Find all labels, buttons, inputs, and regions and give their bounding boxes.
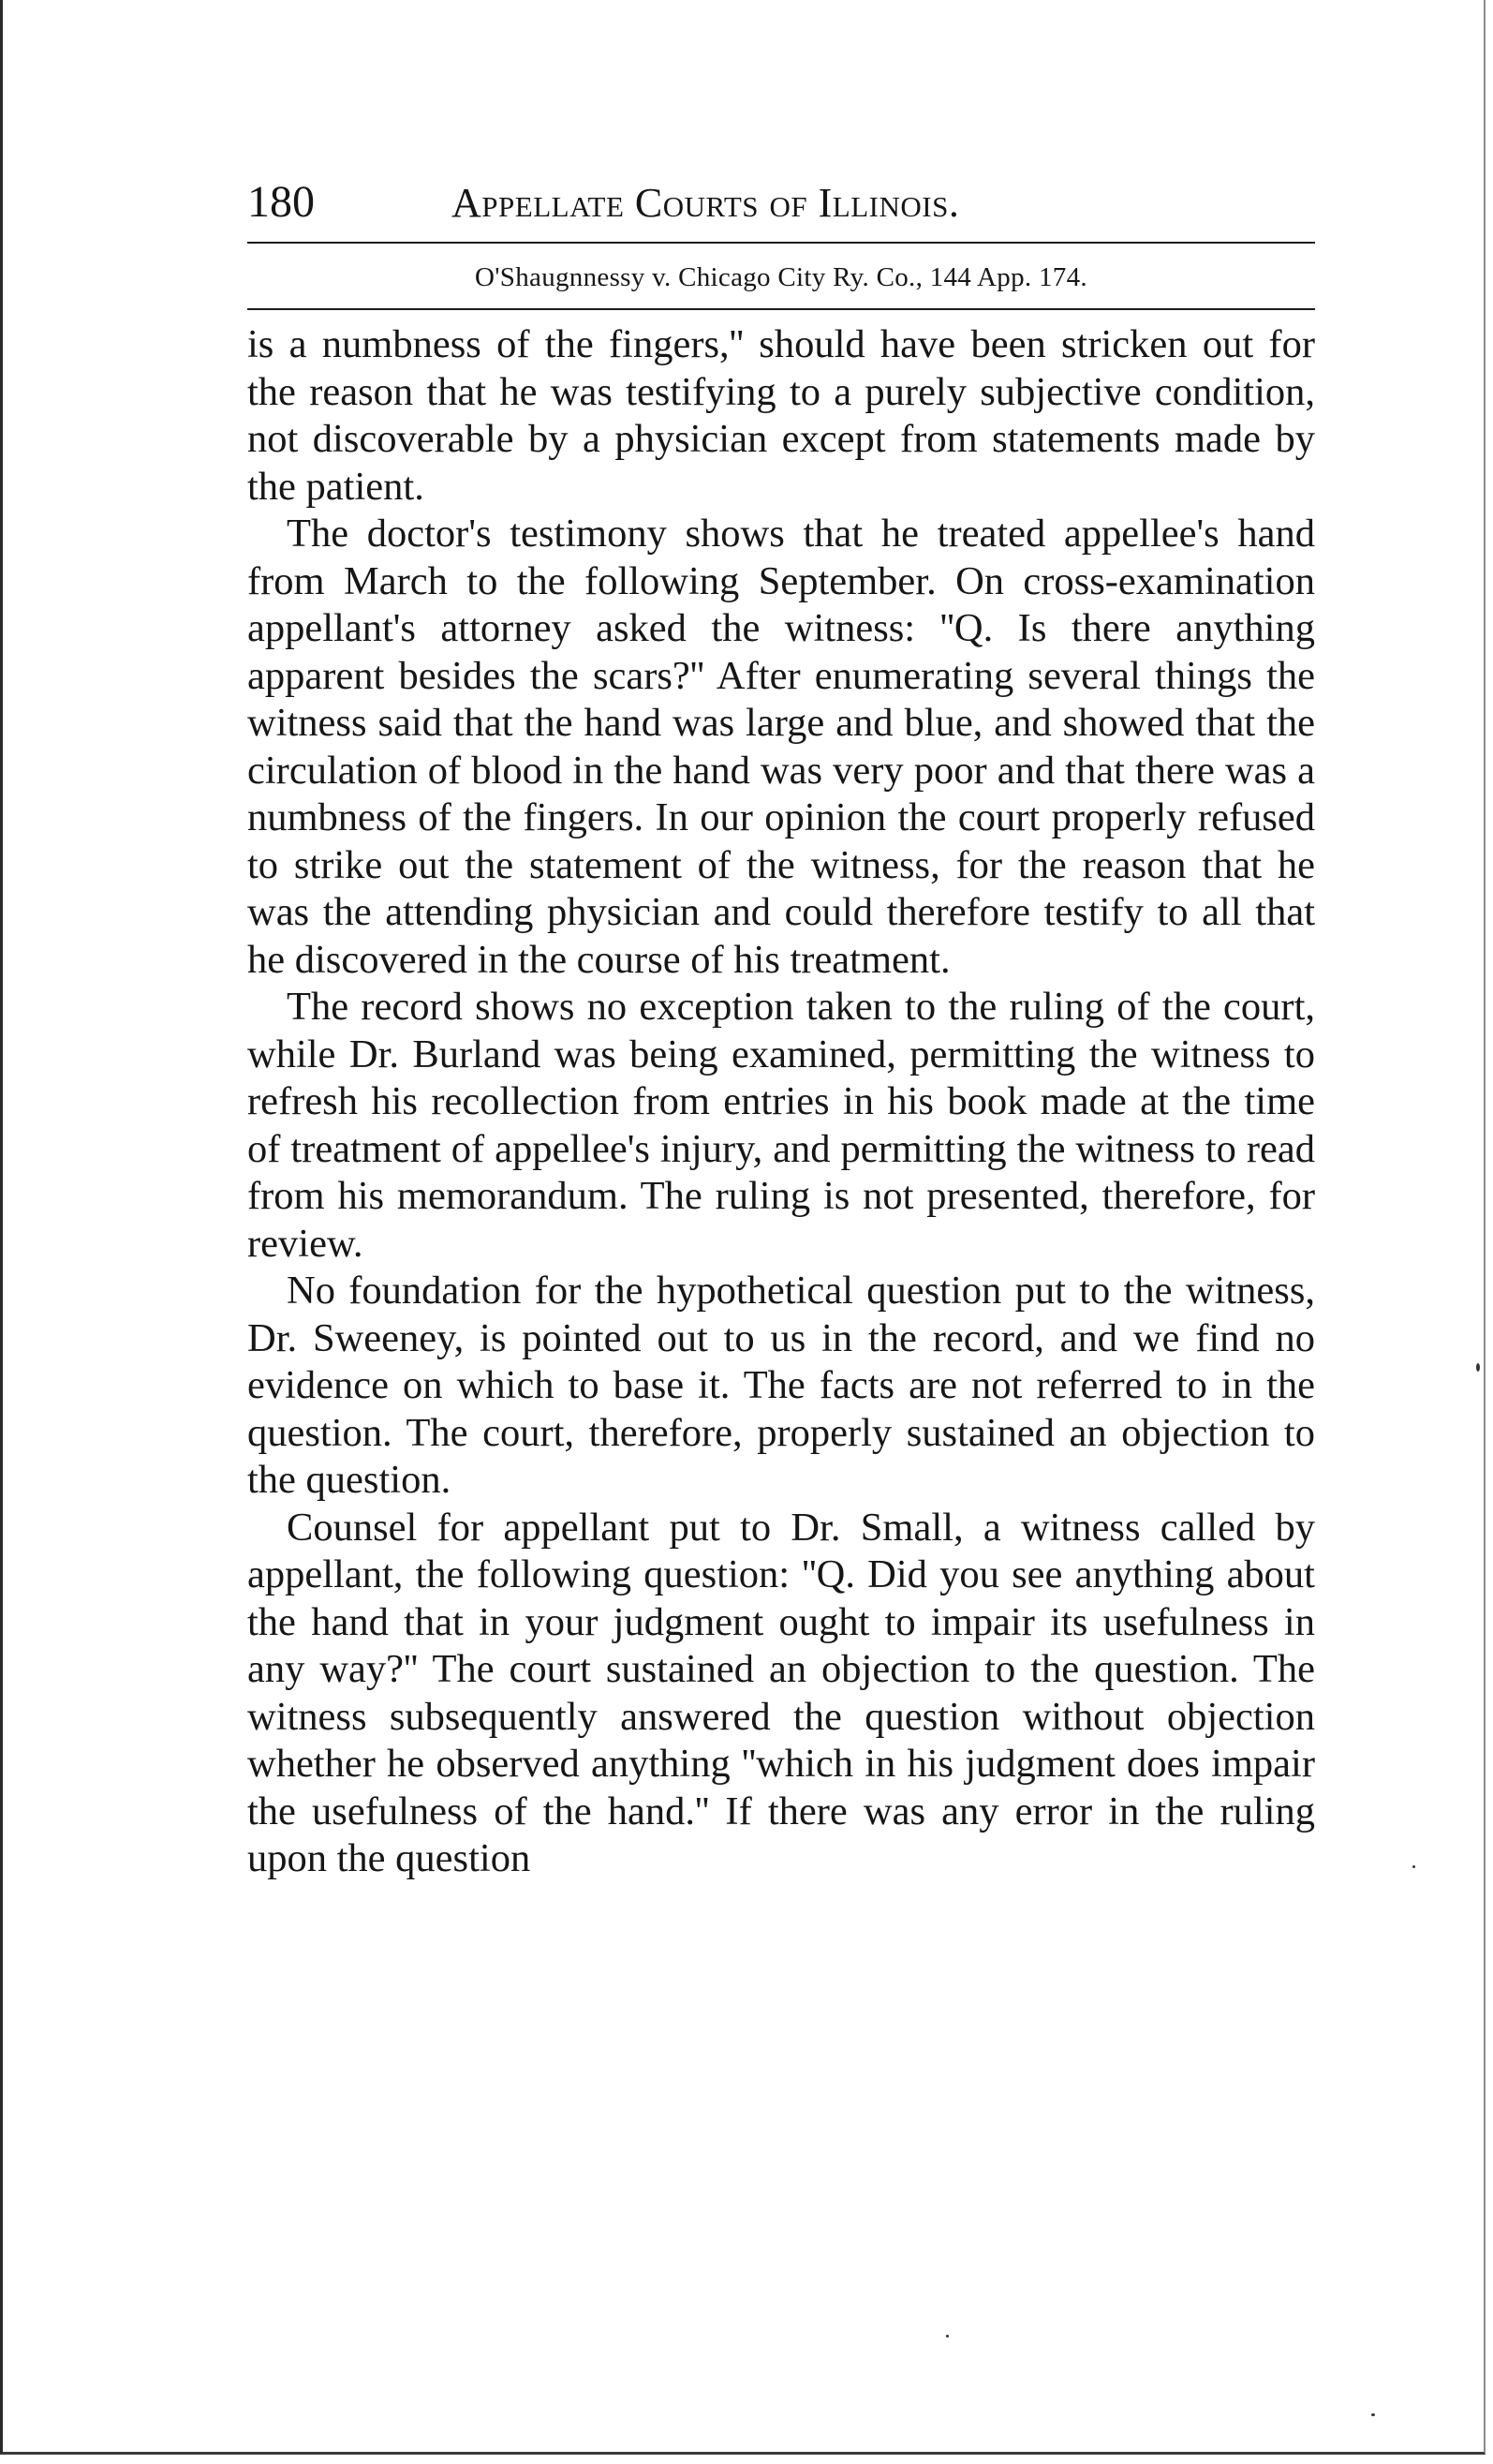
book-page bbox=[247, 177, 1315, 1883]
paragraph-5: Counsel for appellant put to Dr. Small, a witness called by appellant, the following question: ''Q. Did you see anything about the hand that in your judgment ought to impair its usefulness in any way?'' The court sustained an objection to the question. The witness subsequently answered the question without objection whether he observed anything ''which in his judgment does impair the usefulness of the hand.'' If there was any error in the ruling upon the question bbox=[247, 1505, 1315, 1880]
volume-title: Appellate Courts of Illinois. bbox=[451, 180, 960, 226]
page-number: 180 bbox=[247, 177, 315, 227]
scan-speck bbox=[946, 2335, 949, 2338]
paragraph-1: is a numbness of the fingers,'' should have been stricken out for the reason that he was testifying to a purely subjective condition, not discoverable by a physician except from statements made by the patient. bbox=[247, 322, 1315, 509]
paragraph-4: No foundation for the hypothetical question put to the witness, Dr. Sweeney, is pointed out to us in the record, and we find no evidence on which to base it. The facts are not referred to in the question. The court, therefore, properly sustained an objection to the question. bbox=[247, 1269, 1315, 1502]
paragraph-2: The doctor's testimony shows that he treated appellee's hand from March to the following September. On cross-examination appellant's attorney asked the witness: ''Q. Is there anything apparent besides the scars?'' After enumerating several things the witness said that the hand was large and blue, and showed that the circulation of blood in the hand was very poor and that there was a numbness of the fingers. In our opinion the court properly refused to strike out the statement of the witness, for the reason that he was the attending physician and could therefore testify to all that he discovered in the course of his treatment. bbox=[247, 512, 1315, 982]
paragraph-3: The record shows no exception taken to the ruling of the court, while Dr. Burland was being examined, permitting the witness to refresh his recollection from entries in his book made at the time of treatment of appellee's injury, and permitting the witness to read from his memorandum. The ruling is not presented, therefore, for review. bbox=[247, 985, 1315, 1266]
scan-speck bbox=[1476, 1363, 1480, 1372]
running-head bbox=[247, 177, 1315, 238]
case-reference: O'Shaugnnessy v. Chicago City Ry. Co., 144 App. 174. bbox=[475, 262, 1087, 292]
body-text bbox=[247, 321, 1315, 1883]
scan-speck bbox=[1371, 2413, 1375, 2416]
scan-speck bbox=[1412, 1865, 1415, 1868]
header-rule-bottom bbox=[247, 308, 1315, 310]
